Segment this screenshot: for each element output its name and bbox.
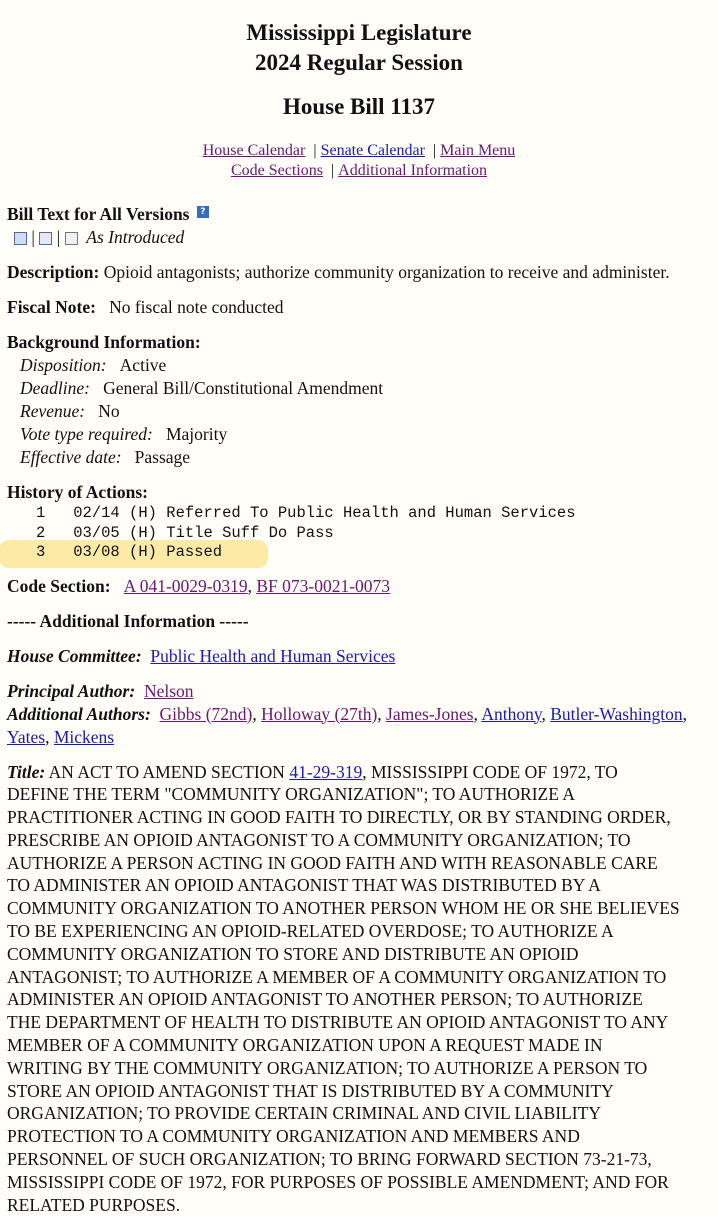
background-item: [7, 354, 711, 377]
title-line: THE DEPARTMENT OF HEALTH TO DISTRIBUTE AN OPIOID ANTAGONIST TO ANY: [7, 1011, 711, 1034]
print-doc-icon[interactable]: [65, 232, 78, 245]
session-title: 2024 Regular Session: [7, 48, 711, 78]
title-line: PRESCRIBE AN OPIOID ANTAGONIST TO A COMMUNITY ORGANIZATION; TO: [7, 829, 711, 852]
history-heading: History of Actions:: [7, 481, 711, 504]
author-link[interactable]: Butler-Washington: [550, 704, 682, 724]
background-item: [7, 400, 711, 423]
code-section-link[interactable]: BF 073-0021-0073: [256, 576, 390, 596]
nav-row-1: [7, 141, 711, 161]
fiscal-note-label: Fiscal Note:: [7, 297, 96, 317]
nav-separator: |: [429, 142, 440, 159]
author-link[interactable]: Holloway (27th): [261, 704, 377, 724]
fiscal-note-value: No fiscal note conducted: [109, 297, 283, 317]
description: [7, 261, 711, 284]
bill-text-heading-row: [7, 203, 711, 226]
pdf-doc-icon[interactable]: [39, 232, 52, 245]
bill-long-title: [7, 761, 711, 1216]
bill-version-label: As Introduced: [86, 227, 184, 247]
title-line: COMMUNITY ORGANIZATION TO STORE AND DISTRIBUTE AN OPIOID: [7, 943, 711, 966]
title-text: AN ACT TO AMEND SECTION: [49, 762, 290, 782]
house-committee-label: House Committee:: [7, 646, 142, 666]
code-section: Code Section: A 041-0029-0319, BF 073-0021-0073: [7, 575, 711, 598]
code-sections-link[interactable]: Code Sections: [231, 162, 323, 179]
author-link[interactable]: Gibbs (72nd): [160, 704, 253, 724]
nav-row-2: [7, 161, 711, 181]
history-date: 03/08: [73, 543, 120, 561]
history-chamber: (H): [129, 524, 157, 542]
principal-author-link[interactable]: Nelson: [144, 681, 194, 701]
code-section-link[interactable]: A 041-0029-0319: [124, 576, 248, 596]
house-committee: [7, 645, 711, 668]
additional-info-heading: ----- Additional Information -----: [7, 610, 711, 633]
additional-authors: Additional Authors: Gibbs (72nd), Holloway (27th), James-Jones, Anthony, Butler-Washington, Yates, Mickens: [7, 703, 711, 749]
background-item: [7, 423, 711, 446]
background-item-label: Disposition:: [20, 355, 107, 375]
additional-authors-label: Additional Authors:: [7, 704, 151, 724]
bill-version-row: [7, 226, 711, 249]
title-label: Title:: [7, 762, 45, 782]
additional-information-link[interactable]: Additional Information: [338, 162, 487, 179]
history-chamber: (H): [129, 504, 157, 522]
background-item-value: Majority: [166, 424, 227, 444]
history-row: [7, 504, 711, 524]
history-action: Referred To Public Health and Human Services: [166, 504, 575, 522]
background-item: [7, 377, 711, 400]
principal-author: [7, 680, 711, 703]
help-icon[interactable]: ?: [197, 206, 209, 218]
history-row: [7, 524, 711, 544]
house-calendar-link[interactable]: House Calendar: [203, 142, 306, 159]
background-item-value: Passage: [135, 447, 190, 467]
title-line: ORGANIZATION; TO PROVIDE CERTAIN CRIMINAL AND CIVIL LIABILITY: [7, 1102, 711, 1125]
title-line: ADMINISTER AN OPIOID ANTAGONIST TO ANOTHER PERSON; TO AUTHORIZE: [7, 988, 711, 1011]
author-link[interactable]: Yates: [7, 727, 45, 747]
icon-separator: |: [31, 227, 35, 247]
history-action: Title Suff Do Pass: [166, 524, 333, 542]
title-section-link[interactable]: 41-29-319: [289, 762, 362, 782]
fiscal-note: [7, 296, 711, 319]
background-item-label: Vote type required:: [20, 424, 153, 444]
description-label: Description:: [7, 262, 99, 282]
history-of-actions: [7, 481, 711, 563]
author-link[interactable]: Anthony: [481, 704, 541, 724]
title-line: PROTECTION TO A COMMUNITY ORGANIZATION AND MEMBERS AND: [7, 1125, 711, 1148]
history-num: 2: [36, 524, 45, 542]
description-value: Opioid antagonists; authorize community organization to receive and administer.: [104, 262, 670, 282]
title-text: , MISSISSIPPI CODE OF 1972, TO: [362, 762, 618, 782]
background-item-value: No: [98, 401, 119, 421]
author-link[interactable]: James-Jones: [386, 704, 473, 724]
history-num: 1: [36, 504, 45, 522]
title-line: TO BE EXPERIENCING AN OPIOID-RELATED OVERDOSE; TO AUTHORIZE A: [7, 920, 711, 943]
title-line: DEFINE THE TERM "COMMUNITY ORGANIZATION"; TO AUTHORIZE A: [7, 783, 711, 806]
background-item-value: Active: [120, 355, 167, 375]
title-line: PERSONNEL OF SUCH ORGANIZATION; TO BRING FORWARD SECTION 73-21-73,: [7, 1148, 711, 1171]
background-item-label: Revenue:: [20, 401, 85, 421]
code-section-label: Code Section:: [7, 576, 111, 596]
bill-text-section: [7, 203, 711, 249]
bill-text-heading: Bill Text for All Versions: [7, 204, 190, 224]
title-line: PRACTITIONER ACTING IN GOOD FAITH TO DIRECTLY, OR BY STANDING ORDER,: [7, 806, 711, 829]
title-line: STORE AN OPIOID ANTAGONIST THAT IS DISTRIBUTED BY A COMMUNITY: [7, 1080, 711, 1103]
title-line: RELATED PURPOSES.: [7, 1194, 711, 1216]
title-line: [7, 761, 711, 784]
author-link[interactable]: Mickens: [54, 727, 114, 747]
house-committee-link[interactable]: Public Health and Human Services: [150, 646, 395, 666]
title-line: AUTHORIZE A PERSON ACTING IN GOOD FAITH AND WITH REASONABLE CARE: [7, 852, 711, 875]
history-date: 03/05: [73, 524, 120, 542]
history-chamber: (H): [129, 543, 157, 561]
title-line: TO ADMINISTER AN OPIOID ANTAGONIST THAT WAS DISTRIBUTED BY A: [7, 874, 711, 897]
html-doc-icon[interactable]: [14, 232, 27, 245]
senate-calendar-link[interactable]: Senate Calendar: [321, 142, 425, 159]
bill-title: House Bill 1137: [7, 92, 711, 122]
history-num: 3: [36, 543, 45, 561]
background-heading: Background Information:: [7, 331, 711, 354]
legislature-title: Mississippi Legislature: [7, 0, 711, 48]
background-item: [7, 446, 711, 469]
icon-separator: |: [57, 227, 61, 247]
title-line: COMMUNITY ORGANIZATION TO ANOTHER PERSON WHOM HE OR SHE BELIEVES: [7, 897, 711, 920]
principal-author-label: Principal Author:: [7, 681, 135, 701]
title-line: ANTAGONIST; TO AUTHORIZE A MEMBER OF A COMMUNITY ORGANIZATION TO: [7, 966, 711, 989]
title-line: MEMBER OF A COMMUNITY ORGANIZATION UPON A REQUEST MADE IN: [7, 1034, 711, 1057]
history-row: [7, 543, 711, 563]
background-item-label: Effective date:: [20, 447, 122, 467]
history-date: 02/14: [73, 504, 120, 522]
history-action: Passed: [166, 543, 222, 561]
title-line: WRITING BY THE COMMUNITY ORGANIZATION; TO AUTHORIZE A PERSON TO: [7, 1057, 711, 1080]
background-information: [7, 331, 711, 469]
title-line: MISSISSIPPI CODE OF 1972, FOR PURPOSES OF POSSIBLE AMENDMENT; AND FOR: [7, 1171, 711, 1194]
nav-separator: |: [327, 162, 338, 179]
header: [7, 0, 711, 181]
main-menu-link[interactable]: Main Menu: [440, 142, 515, 159]
nav-separator: |: [309, 142, 320, 159]
background-item-value: General Bill/Constitutional Amendment: [103, 378, 383, 398]
background-item-label: Deadline:: [20, 378, 90, 398]
